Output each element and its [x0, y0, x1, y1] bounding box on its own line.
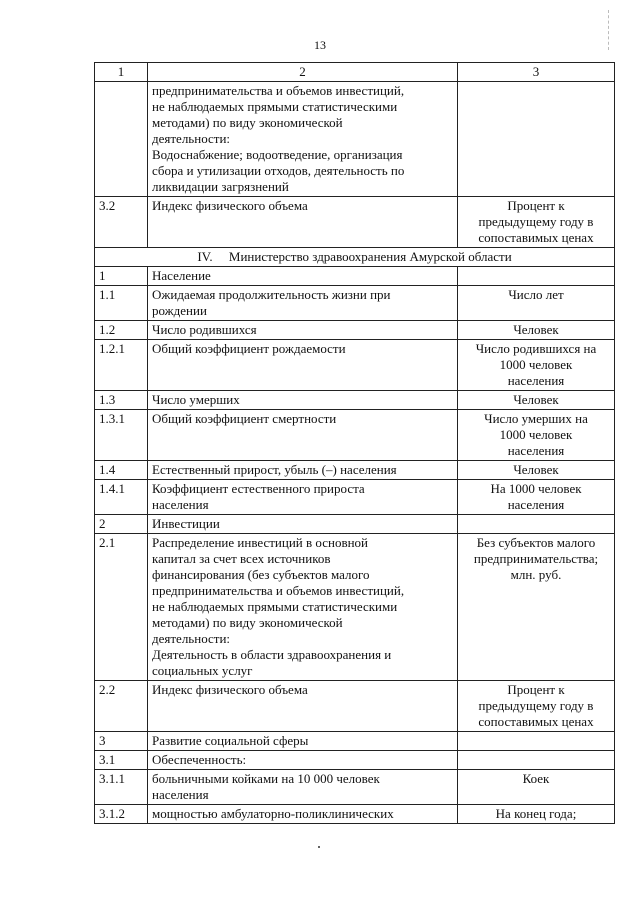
table-row [95, 340, 615, 391]
unit-of-measure [458, 770, 615, 805]
indicator-name [148, 751, 458, 770]
cell-line: Общий коэффициент рождаемости [152, 341, 346, 356]
cell-line: не наблюдаемых прямыми статистическими [152, 599, 398, 614]
indicator-name [148, 340, 458, 391]
cell-line: млн. руб. [510, 567, 562, 582]
table-row [95, 286, 615, 321]
scan-dot [318, 846, 320, 848]
cell-line: Индекс физического объема [152, 198, 308, 213]
cell-line: Распределение инвестиций в основной [152, 535, 368, 550]
page-number: 13 [314, 38, 326, 52]
row-number: 2.2 [95, 681, 148, 732]
cell-line: предпринимательства; [473, 551, 599, 566]
cell-line: капитал за счет всех источников [152, 551, 331, 566]
unit-of-measure [458, 805, 615, 824]
unit-of-measure [458, 321, 615, 340]
cell-line: Число лет [508, 287, 564, 302]
indicator-name [148, 480, 458, 515]
unit-of-measure [458, 410, 615, 461]
cell-line: финансирования (без субъектов малого [152, 567, 370, 582]
cell-line: сбора и утилизации отходов, деятельность по [152, 163, 405, 178]
cell-line: предпринимательства и объемов инвестиций, [152, 83, 405, 98]
cell-line: мощностью амбулаторно-поликлинических [152, 806, 394, 821]
row-number: 1.4 [95, 461, 148, 480]
cell-line: Число родившихся [152, 322, 257, 337]
indicator-name [148, 681, 458, 732]
section-roman-numeral: IV. [197, 249, 213, 264]
cell-line: Естественный прирост, убыль (–) населения [152, 462, 397, 477]
cell-line: Процент к [507, 682, 565, 697]
row-number: 3.2 [95, 197, 148, 248]
indicator-name [148, 267, 458, 286]
cell-line: деятельности: [152, 131, 231, 146]
table-row [95, 82, 615, 197]
cell-line: Водоснабжение; водоотведение, организация [152, 147, 403, 162]
cell-line: населения [507, 497, 565, 512]
cell-line: Процент к [507, 198, 565, 213]
cell-line: сопоставимых ценах [478, 714, 594, 729]
table-header-row [95, 63, 615, 82]
cell-line: Число умерших [152, 392, 240, 407]
table-row [95, 515, 615, 534]
indicator-name [148, 515, 458, 534]
unit-of-measure [458, 534, 615, 681]
section-heading-row [95, 248, 615, 267]
cell-line: Человек [513, 392, 559, 407]
indicator-name [148, 770, 458, 805]
cell-line: населения [507, 373, 565, 388]
cell-line: населения [507, 443, 565, 458]
cell-line: Коэффициент естественного прироста [152, 481, 365, 496]
cell-line: Индекс физического объема [152, 682, 308, 697]
row-number: 1.2 [95, 321, 148, 340]
unit-of-measure [458, 391, 615, 410]
table-row [95, 805, 615, 824]
section-title: Министерство здравоохранения Амурской области [228, 249, 512, 264]
unit-of-measure [458, 197, 615, 248]
row-number: 3 [95, 732, 148, 751]
cell-line: 1000 человек [499, 427, 573, 442]
header-col-2: 2 [148, 63, 458, 82]
indicator-name [148, 461, 458, 480]
table-row [95, 267, 615, 286]
cell-line: Число родившихся на [475, 341, 597, 356]
cell-line: На конец года; [495, 806, 577, 821]
unit-of-measure [458, 286, 615, 321]
indicator-name [148, 197, 458, 248]
cell-line: Общий коэффициент смертности [152, 411, 337, 426]
cell-line: деятельности: [152, 631, 231, 646]
header-col-3: 3 [458, 63, 615, 82]
cell-line: Развитие социальной сферы [152, 733, 309, 748]
table-row [95, 681, 615, 732]
header-col-1: 1 [95, 63, 148, 82]
cell-line: Население [152, 268, 211, 283]
table-row [95, 461, 615, 480]
table-row [95, 391, 615, 410]
cell-line: не наблюдаемых прямыми статистическими [152, 99, 398, 114]
cell-line: сопоставимых ценах [478, 230, 594, 245]
cell-line: населения [152, 787, 209, 802]
table-row [95, 770, 615, 805]
indicator-name [148, 391, 458, 410]
cell-line: Число умерших на [484, 411, 588, 426]
indicator-name [148, 82, 458, 197]
unit-of-measure [458, 340, 615, 391]
row-number: 3.1 [95, 751, 148, 770]
cell-line: Деятельность в области здравоохранения и [152, 647, 392, 662]
section-heading [95, 248, 615, 267]
cell-line: Инвестиции [152, 516, 220, 531]
indicator-name [148, 805, 458, 824]
cell-line: Человек [513, 322, 559, 337]
cell-line: ликвидации загрязнений [152, 179, 289, 194]
indicator-name [148, 321, 458, 340]
cell-line: методами) по виду экономической [152, 115, 343, 130]
cell-line: предпринимательства и объемов инвестиций, [152, 583, 405, 598]
unit-of-measure [458, 461, 615, 480]
cell-line: Коек [522, 771, 550, 786]
cell-line: 1000 человек [499, 357, 573, 372]
cell-line: Обеспеченность: [152, 752, 247, 767]
indicator-name [148, 286, 458, 321]
row-number: 2.1 [95, 534, 148, 681]
row-number [95, 82, 148, 197]
unit-of-measure [458, 681, 615, 732]
indicator-name [148, 410, 458, 461]
cell-line: Ожидаемая продолжительность жизни при [152, 287, 391, 302]
cell-line: социальных услуг [152, 663, 253, 678]
table-row [95, 751, 615, 770]
indicator-name [148, 732, 458, 751]
cell-line: населения [152, 497, 209, 512]
table-row [95, 480, 615, 515]
cell-line: На 1000 человек [490, 481, 582, 496]
unit-of-measure [458, 82, 615, 197]
cell-line: методами) по виду экономической [152, 615, 343, 630]
table-row [95, 197, 615, 248]
row-number: 1.2.1 [95, 340, 148, 391]
unit-of-measure [458, 515, 615, 534]
cell-line: рождении [152, 303, 207, 318]
indicators-table [94, 62, 615, 824]
table-row [95, 732, 615, 751]
unit-of-measure [458, 267, 615, 286]
row-number: 1 [95, 267, 148, 286]
table-row [95, 534, 615, 681]
row-number: 1.4.1 [95, 480, 148, 515]
table-row [95, 410, 615, 461]
cell-line: Человек [513, 462, 559, 477]
cell-line: предыдущему году в [478, 214, 594, 229]
cell-line: Без субъектов малого [476, 535, 596, 550]
row-number: 2 [95, 515, 148, 534]
table-row [95, 321, 615, 340]
unit-of-measure [458, 480, 615, 515]
cell-line: предыдущему году в [478, 698, 594, 713]
unit-of-measure [458, 732, 615, 751]
indicator-name [148, 534, 458, 681]
row-number: 1.3 [95, 391, 148, 410]
cell-line: больничными койками на 10 000 человек [152, 771, 380, 786]
unit-of-measure [458, 751, 615, 770]
row-number: 1.1 [95, 286, 148, 321]
row-number: 1.3.1 [95, 410, 148, 461]
row-number: 3.1.1 [95, 770, 148, 805]
row-number: 3.1.2 [95, 805, 148, 824]
